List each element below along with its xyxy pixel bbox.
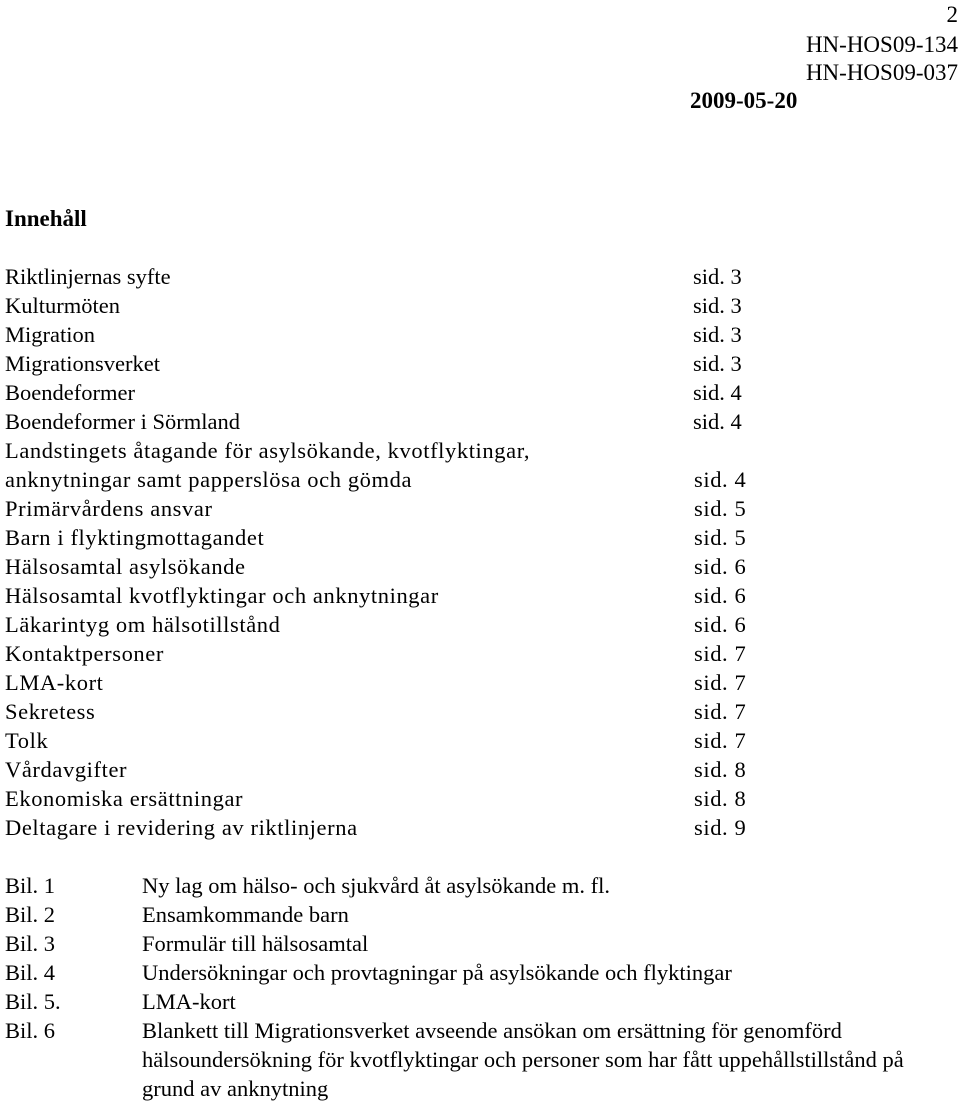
toc-entry-page: sid. 4 [693, 409, 742, 434]
toc-entry-title: Sekretess [5, 699, 96, 724]
toc-entry [0, 436, 960, 465]
toc-entry-title: Primärvårdens ansvar [5, 496, 213, 521]
appendix-text: Ensamkommande barn [142, 902, 349, 927]
toc-entry-page: sid. 5 [694, 496, 747, 521]
toc-entry-page: sid. 8 [694, 757, 747, 782]
toc-entry-title: Tolk [5, 728, 49, 753]
appendix-list [0, 871, 960, 1103]
toc-entry-title: Vårdavgifter [5, 757, 128, 782]
toc-entry-title: Migrationsverket [5, 351, 160, 376]
toc-entry-page: sid. 3 [693, 264, 742, 289]
appendix-item [0, 900, 960, 929]
toc-entry-page: sid. 8 [694, 786, 747, 811]
toc-entry-title: Migration [5, 322, 95, 347]
toc-entry-title: Barn i flyktingmottagandet [5, 525, 265, 550]
toc-entry-page: sid. 3 [693, 322, 742, 347]
toc-entry [0, 465, 960, 494]
toc-entry-page: sid. 6 [694, 554, 747, 579]
appendix-text: Undersökningar och provtagningar på asylsökande och flyktingar [142, 960, 732, 985]
appendix-label: Bil. 2 [5, 902, 56, 927]
toc-entry-page: sid. 4 [693, 380, 742, 405]
toc-entry-title: Landstingets åtagande för asylsökande, kvotflyktingar, [5, 438, 531, 463]
appendix-item [0, 987, 960, 1016]
toc-entry-title: Hälsosamtal asylsökande [5, 554, 246, 579]
table-of-contents [0, 262, 960, 842]
toc-entry [0, 494, 960, 523]
toc-entry [0, 262, 960, 291]
toc-entry [0, 523, 960, 552]
toc-entry-page: sid. 7 [694, 670, 747, 695]
appendix-item [0, 1016, 960, 1103]
toc-entry [0, 291, 960, 320]
appendix-item [0, 871, 960, 900]
toc-entry-title: Läkarintyg om hälsotillstånd [5, 612, 281, 637]
appendix-text: LMA-kort [142, 989, 236, 1014]
toc-entry [0, 349, 960, 378]
toc-entry-page: sid. 6 [694, 583, 747, 608]
appendix-label: Bil. 4 [5, 960, 56, 985]
toc-entry-page: sid. 7 [694, 641, 747, 666]
toc-entry-page: sid. 7 [694, 728, 747, 753]
toc-entry-title: LMA-kort [5, 670, 104, 695]
toc-entry-title: Deltagare i revidering av riktlinjerna [5, 815, 358, 840]
appendix-text: Formulär till hälsosamtal [142, 931, 369, 956]
toc-entry [0, 726, 960, 755]
toc-entry-page: sid. 3 [693, 351, 742, 376]
appendix-text: Blankett till Migrationsverket avseende ansökan om ersättning för genomförd hälsoundersökning för kvotflyktingar och personer som har fått uppehållstillstånd på grund av anknytning [142, 1018, 904, 1101]
toc-entry-title: Kulturmöten [5, 293, 120, 318]
appendix-label: Bil. 1 [5, 873, 56, 898]
toc-entry [0, 552, 960, 581]
toc-entry [0, 784, 960, 813]
toc-entry-title: Boendeformer i Sörmland [5, 409, 240, 434]
document-reference-1: HN-HOS09-134 [805, 32, 958, 57]
toc-entry [0, 378, 960, 407]
toc-entry-title: Hälsosamtal kvotflyktingar och anknytningar [5, 583, 439, 608]
toc-entry-title: anknytningar samt papperslösa och gömda [5, 467, 413, 492]
toc-entry [0, 697, 960, 726]
appendix-text: Ny lag om hälso- och sjukvård åt asylsökande m. fl. [142, 873, 611, 898]
toc-entry [0, 407, 960, 436]
toc-entry-page: sid. 5 [694, 525, 747, 550]
toc-entry [0, 755, 960, 784]
toc-entry-title: Riktlinjernas syfte [5, 264, 171, 289]
toc-entry-title: Boendeformer [5, 380, 135, 405]
toc-entry [0, 610, 960, 639]
appendix-label: Bil. 6 [5, 1018, 56, 1043]
toc-entry-page: sid. 7 [694, 699, 747, 724]
toc-entry-page: sid. 9 [694, 815, 747, 840]
document-reference-2: HN-HOS09-037 [805, 60, 958, 85]
toc-entry [0, 581, 960, 610]
toc-entry-page: sid. 3 [693, 293, 742, 318]
toc-entry-title: Kontaktpersoner [5, 641, 164, 666]
page-number: 2 [946, 2, 958, 27]
document-date: 2009-05-20 [690, 88, 798, 113]
toc-heading: Innehåll [5, 206, 87, 231]
appendix-label: Bil. 3 [5, 931, 56, 956]
appendix-item [0, 958, 960, 987]
toc-entry-title: Ekonomiska ersättningar [5, 786, 244, 811]
toc-entry [0, 813, 960, 842]
toc-entry [0, 639, 960, 668]
toc-entry-page: sid. 6 [694, 612, 747, 637]
toc-entry-page: sid. 4 [694, 467, 747, 492]
toc-entry [0, 668, 960, 697]
appendix-label: Bil. 5. [5, 989, 61, 1014]
toc-entry [0, 320, 960, 349]
appendix-item [0, 929, 960, 958]
